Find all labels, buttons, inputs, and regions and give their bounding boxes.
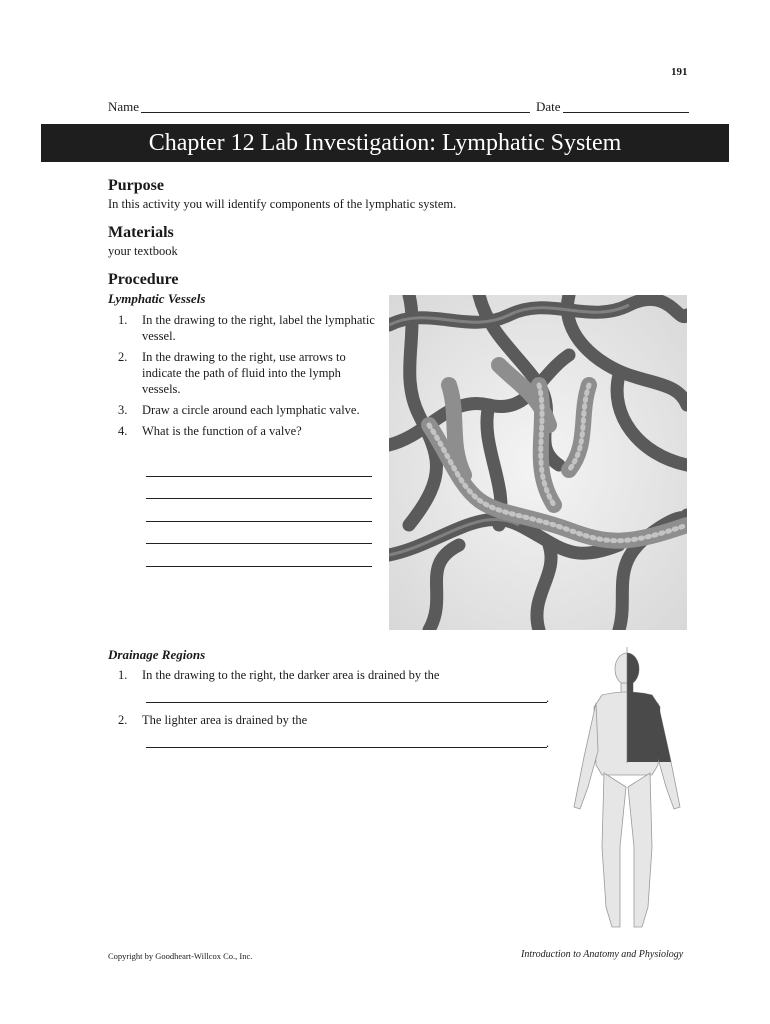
list-item bbox=[108, 712, 528, 728]
page-title: Chapter 12 Lab Investigation: Lymphatic System bbox=[41, 124, 729, 162]
item-number: 3. bbox=[118, 403, 128, 417]
period: . bbox=[546, 736, 550, 750]
item-text: In the drawing to the right, the darker area is drained by the bbox=[142, 668, 440, 682]
answer-line[interactable] bbox=[146, 702, 547, 703]
item-number: 2. bbox=[118, 713, 128, 727]
period: . bbox=[546, 691, 550, 705]
lymphatic-capillary-illustration bbox=[389, 295, 687, 630]
drainage-regions-subheading: Drainage Regions bbox=[108, 647, 206, 662]
name-field-line[interactable] bbox=[141, 112, 530, 113]
item-number: 1. bbox=[118, 313, 128, 327]
purpose-text: In this activity you will identify components of the lymphatic system. bbox=[108, 197, 457, 211]
answer-line[interactable] bbox=[146, 498, 372, 499]
name-label: Name bbox=[108, 99, 140, 114]
item-text: What is the function of a valve? bbox=[142, 424, 302, 438]
page-number: 191 bbox=[671, 66, 688, 78]
drainage-item-1 bbox=[108, 667, 528, 688]
procedure-heading: Procedure bbox=[108, 271, 179, 288]
drainage-item-2 bbox=[108, 712, 528, 733]
date-field-line[interactable] bbox=[563, 112, 689, 113]
date-label: Date bbox=[536, 99, 561, 114]
answer-line[interactable] bbox=[146, 543, 372, 544]
item-text: Draw a circle around each lymphatic valve. bbox=[142, 403, 360, 417]
human-body-drainage-figure bbox=[562, 647, 692, 937]
item-number: 4. bbox=[118, 424, 128, 438]
item-number: 2. bbox=[118, 350, 128, 364]
lymphatic-vessels-subheading: Lymphatic Vessels bbox=[108, 291, 206, 306]
book-title: Introduction to Anatomy and Physiology bbox=[521, 949, 684, 960]
list-item bbox=[108, 667, 528, 683]
list-item bbox=[108, 423, 378, 439]
list-item bbox=[108, 402, 378, 418]
item-number: 1. bbox=[118, 668, 128, 682]
copyright-notice: Copyright by Goodheart-Willcox Co., Inc. bbox=[108, 951, 253, 961]
answer-line[interactable] bbox=[146, 476, 372, 477]
item-text: In the drawing to the right, use arrows to indicate the path of fluid into the lymph vessels. bbox=[142, 350, 346, 396]
item-text: In the drawing to the right, label the lymphatic vessel. bbox=[142, 313, 375, 343]
list-item bbox=[108, 312, 378, 344]
lymphatic-vessels-list bbox=[108, 312, 378, 444]
list-item bbox=[108, 349, 378, 397]
materials-text: your textbook bbox=[108, 244, 178, 258]
answer-line[interactable] bbox=[146, 521, 372, 522]
answer-line[interactable] bbox=[146, 566, 372, 567]
item-text: The lighter area is drained by the bbox=[142, 713, 308, 727]
answer-line[interactable] bbox=[146, 747, 547, 748]
materials-heading: Materials bbox=[108, 224, 174, 241]
purpose-heading: Purpose bbox=[108, 177, 164, 194]
